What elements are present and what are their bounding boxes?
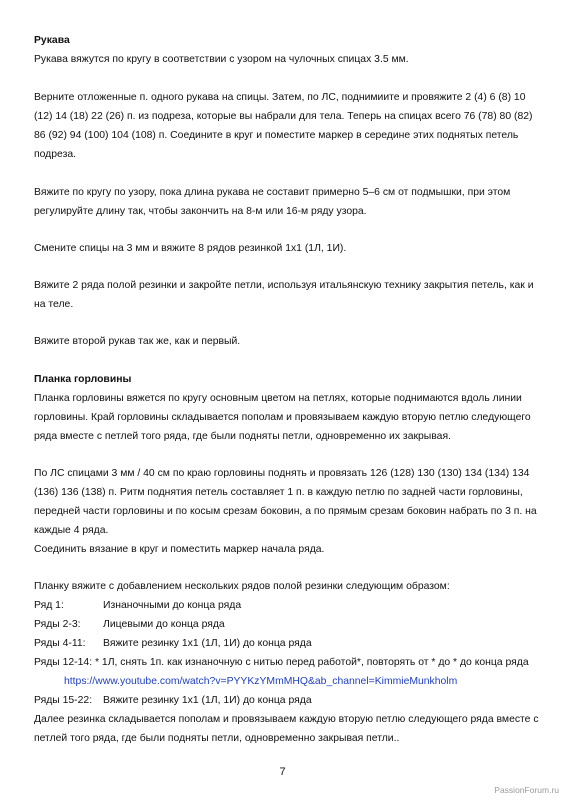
row-text: Изнаночными до конца ряда bbox=[103, 600, 242, 611]
instruction-row-3 bbox=[34, 634, 312, 653]
neckband-heading: Планка горловины bbox=[34, 374, 132, 385]
row-text: Лицевыми до конца ряда bbox=[103, 619, 225, 630]
row-label: Ряды 12-14: bbox=[34, 657, 93, 668]
instruction-row-12-14 bbox=[34, 653, 539, 691]
youtube-link[interactable]: https://www.youtube.com/watch?v=PYYKzYMmMHQ&ab_channel=KimmieMunkholm bbox=[64, 676, 458, 687]
sleeves-paragraph-3: Смените спицы на 3 мм и вяжите 8 рядов резинкой 1х1 (1Л, 1И). bbox=[34, 243, 347, 254]
sleeves-paragraph-4: Вяжите 2 ряда полой резинки и закройте петли, используя итальянскую технику закрытия петель, как и на теле. bbox=[34, 280, 534, 310]
row-text: * 1Л, снять 1п. как изнаночную с нитью перед работой*, повторять от * до * до конца ряда bbox=[92, 657, 529, 668]
sleeves-intro: Рукава вяжутся по кругу в соответствии с узором на чулочных спицах 3.5 мм. bbox=[34, 54, 409, 65]
neckband-final-paragraph: Далее резинка складывается пополам и провязываем каждую вторую петлю следующего ряда вместе с петлей того ряда, где были подняты петли, одновременно закрывая петли.. bbox=[34, 714, 539, 744]
page-number: 7 bbox=[279, 766, 286, 778]
neckband-paragraph-3: Соединить вязание в круг и поместить маркер начала ряда. bbox=[34, 544, 325, 555]
row-label: Ряд 1: bbox=[34, 600, 64, 611]
sleeves-paragraph-2: Вяжите по кругу по узору, пока длина рукава не составит примерно 5–6 см от подмышки, при этом регулируйте длину так, чтобы закончить на 8-м или 16-м ряду узора. bbox=[34, 187, 511, 217]
instruction-row-2 bbox=[34, 615, 225, 634]
row-label: Ряды 4-11: bbox=[34, 638, 86, 649]
neckband-paragraph-1: Планка горловины вяжется по кругу основным цветом на петлях, которые поднимаются вдоль линии горловины. Край горловины складывается пополам и провязываем каждую вторую петлю следующего ряда вместе с петлей того ряда, где были подняты петли, одновременно их закрывая. bbox=[34, 393, 531, 442]
neckband-paragraph-2: По ЛС спицами 3 мм / 40 см по краю горловины поднять и провязать 126 (128) 130 (130) 134 (134) 134 (136) 136 (138) п. Ритм поднятия петель составляет 1 п. в каждую петлю по задней части горловины, передней части горловины и по косым срезам боковин, а по прямым срезам боковин набрать по 3 п. на каждые 4 ряда. bbox=[34, 468, 537, 536]
neckband-paragraph-4: Планку вяжите с добавлением нескольких рядов полой резинки следующим образом: bbox=[34, 581, 450, 592]
row-text: Вяжите резинку 1х1 (1Л, 1И) до конца ряда bbox=[103, 695, 312, 706]
instruction-row-15-22 bbox=[34, 691, 312, 710]
watermark: PassionForum.ru bbox=[494, 785, 559, 795]
row-label: Ряды 15-22: bbox=[34, 695, 93, 706]
sleeves-heading: Рукава bbox=[34, 35, 70, 46]
row-text: Вяжите резинку 1х1 (1Л, 1И) до конца ряда bbox=[103, 638, 312, 649]
instruction-row-1 bbox=[34, 596, 241, 615]
row-label: Ряды 2-3: bbox=[34, 619, 81, 630]
sleeves-paragraph-5: Вяжите второй рукав так же, как и первый. bbox=[34, 336, 241, 347]
sleeves-paragraph-1: Верните отложенные п. одного рукава на спицы. Затем, по ЛС, поднимиите и провяжите 2 (4) 6 (8) 10 (12) 14 (18) 22 (26) п. из подреза, которые вы набрали для тела. Теперь на спицах всего 76 (78) 80 (82) 86 (92) 94 (100) 104 (108) п. Соедините в круг и поместите маркер в середине этих поднятых петель подреза. bbox=[34, 92, 533, 160]
